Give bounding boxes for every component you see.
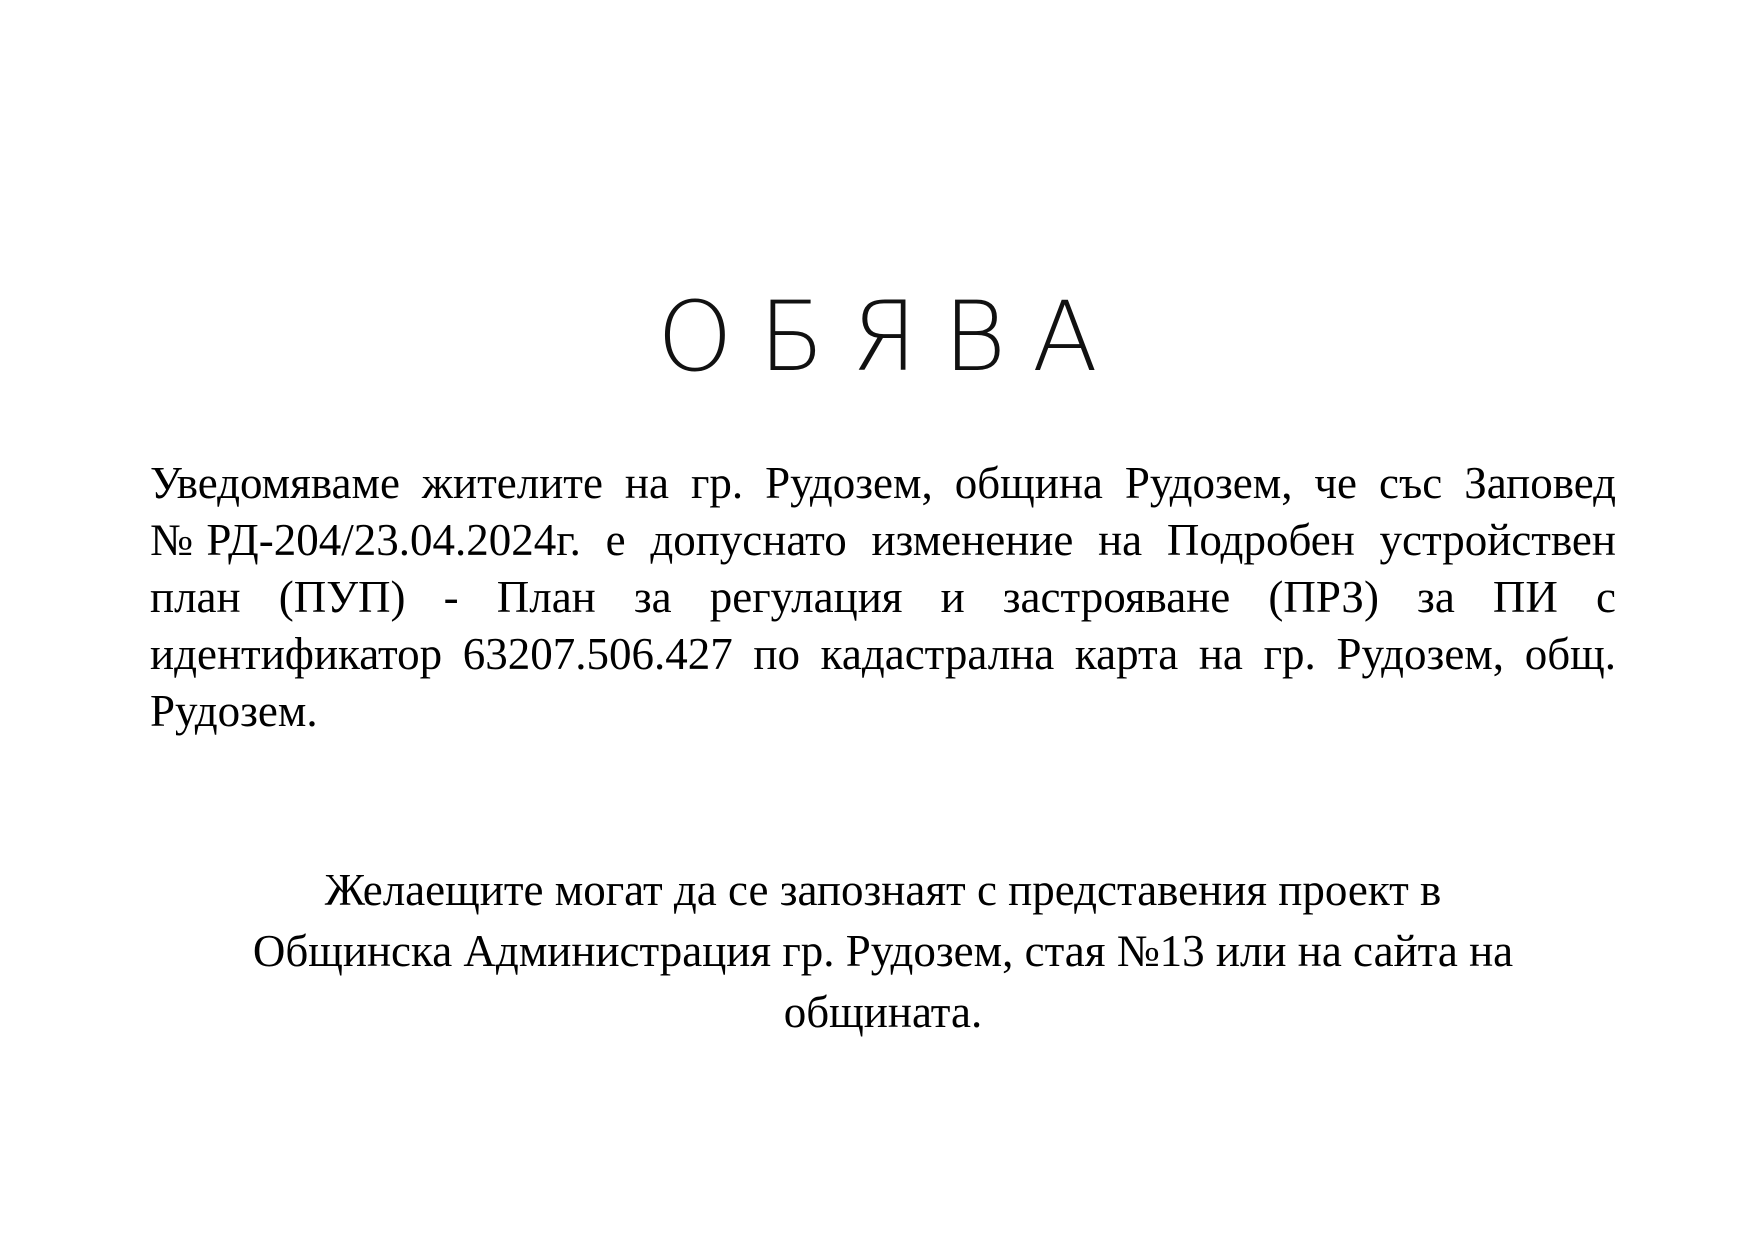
notice-body-paragraph: Уведомяваме жителите на гр. Рудозем, община Рудозем, че със Заповед №РД-204/23.04.2024г. е допуснато изменение на Подробен устройствен план (ПУП) - План за регулация и застрояване (ПРЗ) за ПИ с идентификатор 63207.506.427 по кадастрална карта на гр. Рудозем, общ. Рудозем. [150, 458, 1616, 736]
closing-line: Желаещите могат да се запознаят с представения проект в [324, 865, 1442, 915]
notice-title: ОБЯВА [657, 281, 1124, 393]
notice-closing-paragraph [150, 860, 1616, 1043]
closing-line: общината. [783, 987, 983, 1037]
closing-line: Общинска Администрация гр. Рудозем, стая №13 или на сайта на [252, 926, 1514, 976]
